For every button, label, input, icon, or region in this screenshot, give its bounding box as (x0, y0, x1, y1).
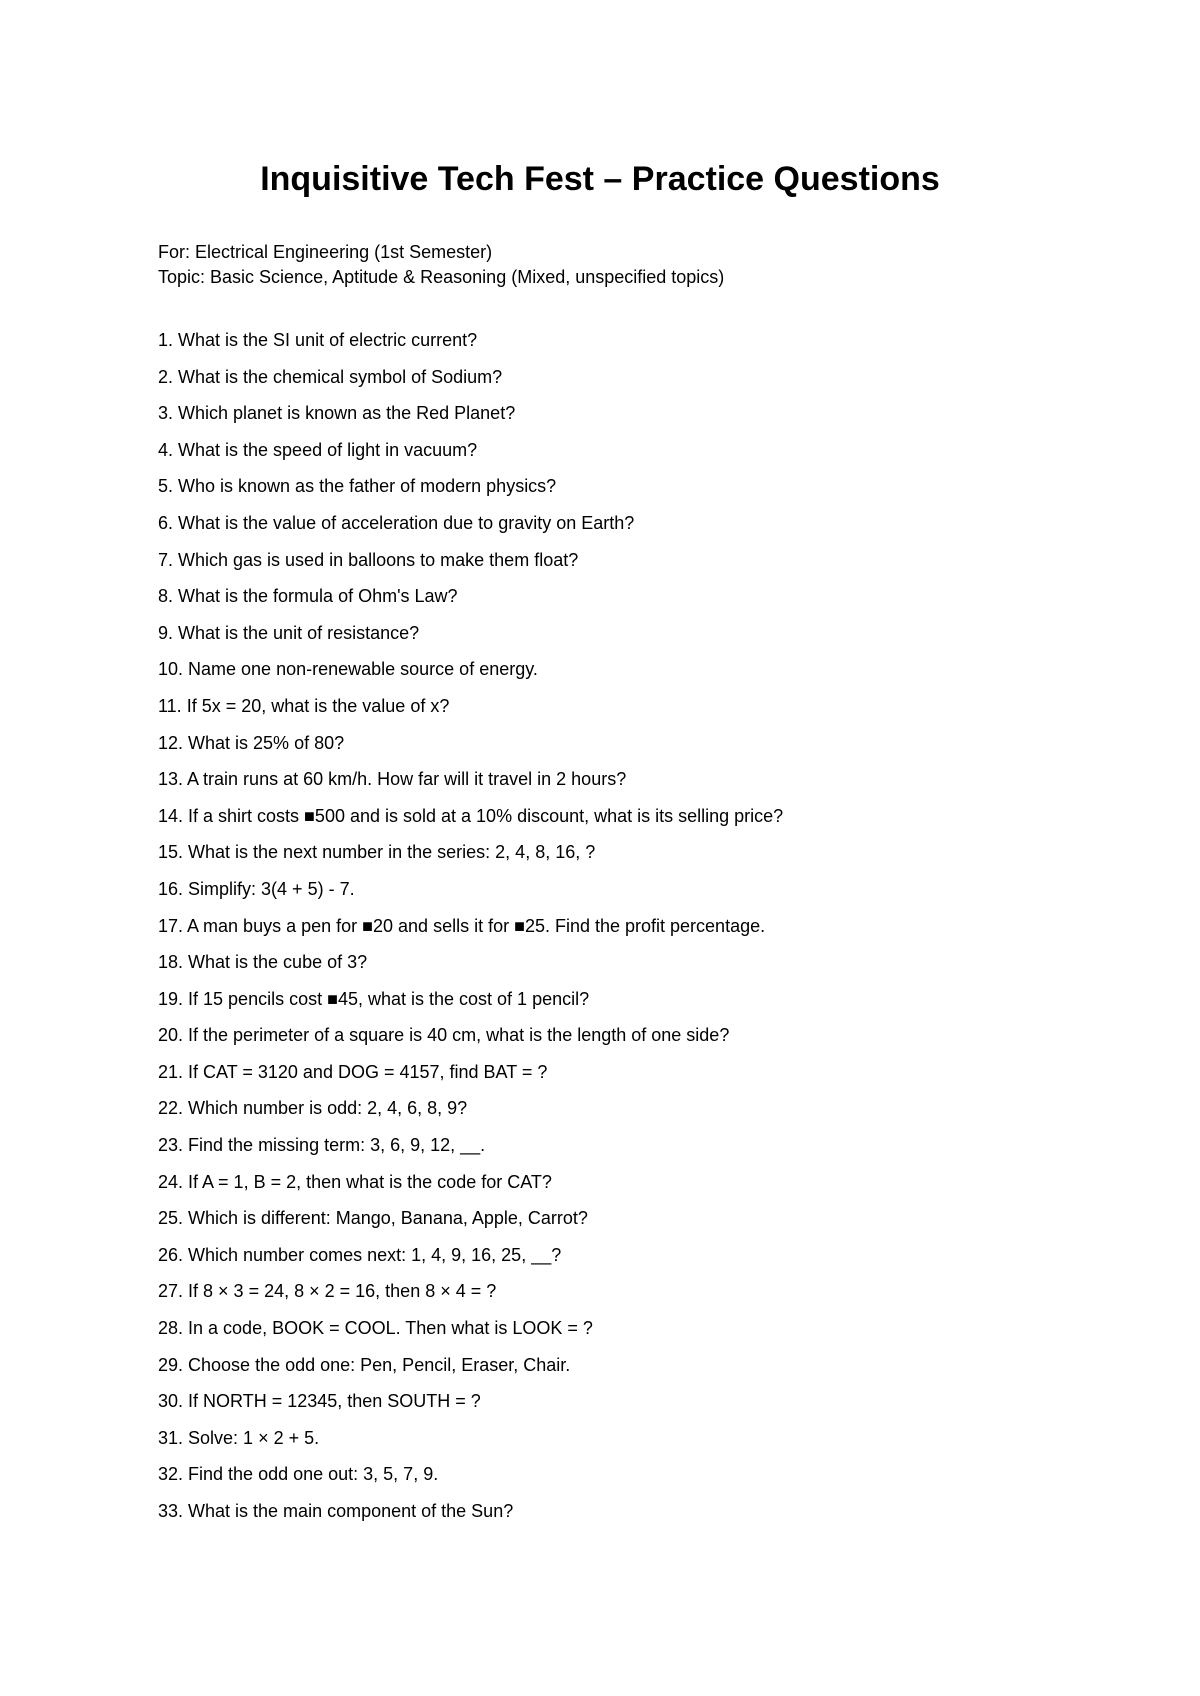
question-item: 20. If the perimeter of a square is 40 cm, what is the length of one side? (158, 1025, 730, 1046)
question-item: 1. What is the SI unit of electric current? (158, 330, 478, 350)
question-item: 8. What is the formula of Ohm's Law? (158, 586, 458, 607)
question-item: 19. If 15 pencils cost ■45, what is the cost of 1 pencil? (158, 988, 590, 1009)
question-item: 9. What is the unit of resistance? (158, 622, 420, 643)
question-item: 30. If NORTH = 12345, then SOUTH = ? (158, 1391, 481, 1412)
question-item: 24. If A = 1, B = 2, then what is the code for CAT? (158, 1171, 552, 1192)
question-item: 12. What is 25% of 80? (158, 732, 345, 753)
question-item: 32. Find the odd one out: 3, 5, 7, 9. (158, 1464, 439, 1485)
question-item: 29. Choose the odd one: Pen, Pencil, Eraser, Chair. (158, 1354, 571, 1375)
for-line: For: Electrical Engineering (1st Semester) (158, 242, 493, 262)
question-item: 22. Which number is odd: 2, 4, 6, 8, 9? (158, 1098, 468, 1119)
question-item: 15. What is the next number in the series: 2, 4, 8, 16, ? (158, 842, 596, 863)
question-list (158, 330, 783, 1538)
question-item: 16. Simplify: 3(4 + 5) - 7. (158, 878, 355, 899)
question-item: 4. What is the speed of light in vacuum? (158, 439, 478, 460)
question-item: 6. What is the value of acceleration due to gravity on Earth? (158, 512, 635, 533)
question-item: 21. If CAT = 3120 and DOG = 4157, find BAT = ? (158, 1061, 548, 1082)
question-item: 3. Which planet is known as the Red Planet? (158, 403, 516, 424)
question-item: 14. If a shirt costs ■500 and is sold at a 10% discount, what is its selling price? (158, 805, 784, 826)
topic-line: Topic: Basic Science, Aptitude & Reasoning (Mixed, unspecified topics) (158, 267, 725, 287)
question-item: 31. Solve: 1 × 2 + 5. (158, 1427, 320, 1448)
question-item: 26. Which number comes next: 1, 4, 9, 16, 25, __? (158, 1244, 562, 1265)
question-item: 13. A train runs at 60 km/h. How far will it travel in 2 hours? (158, 769, 627, 790)
question-item: 33. What is the main component of the Sun? (158, 1501, 514, 1521)
question-item: 5. Who is known as the father of modern physics? (158, 476, 557, 497)
question-item: 25. Which is different: Mango, Banana, Apple, Carrot? (158, 1208, 588, 1229)
page-title: Inquisitive Tech Fest – Practice Questions (260, 160, 940, 198)
question-item: 7. Which gas is used in balloons to make them float? (158, 549, 579, 570)
question-item: 18. What is the cube of 3? (158, 952, 368, 973)
question-item: 10. Name one non-renewable source of energy. (158, 659, 538, 680)
question-item: 28. In a code, BOOK = COOL. Then what is LOOK = ? (158, 1318, 593, 1339)
question-item: 17. A man buys a pen for ■20 and sells it for ■25. Find the profit percentage. (158, 915, 766, 936)
question-item: 2. What is the chemical symbol of Sodium? (158, 366, 503, 387)
question-item: 23. Find the missing term: 3, 6, 9, 12, __. (158, 1135, 486, 1156)
question-item: 27. If 8 × 3 = 24, 8 × 2 = 16, then 8 × 4 = ? (158, 1281, 497, 1302)
question-item: 11. If 5x = 20, what is the value of x? (158, 695, 450, 716)
document-meta (158, 240, 724, 290)
